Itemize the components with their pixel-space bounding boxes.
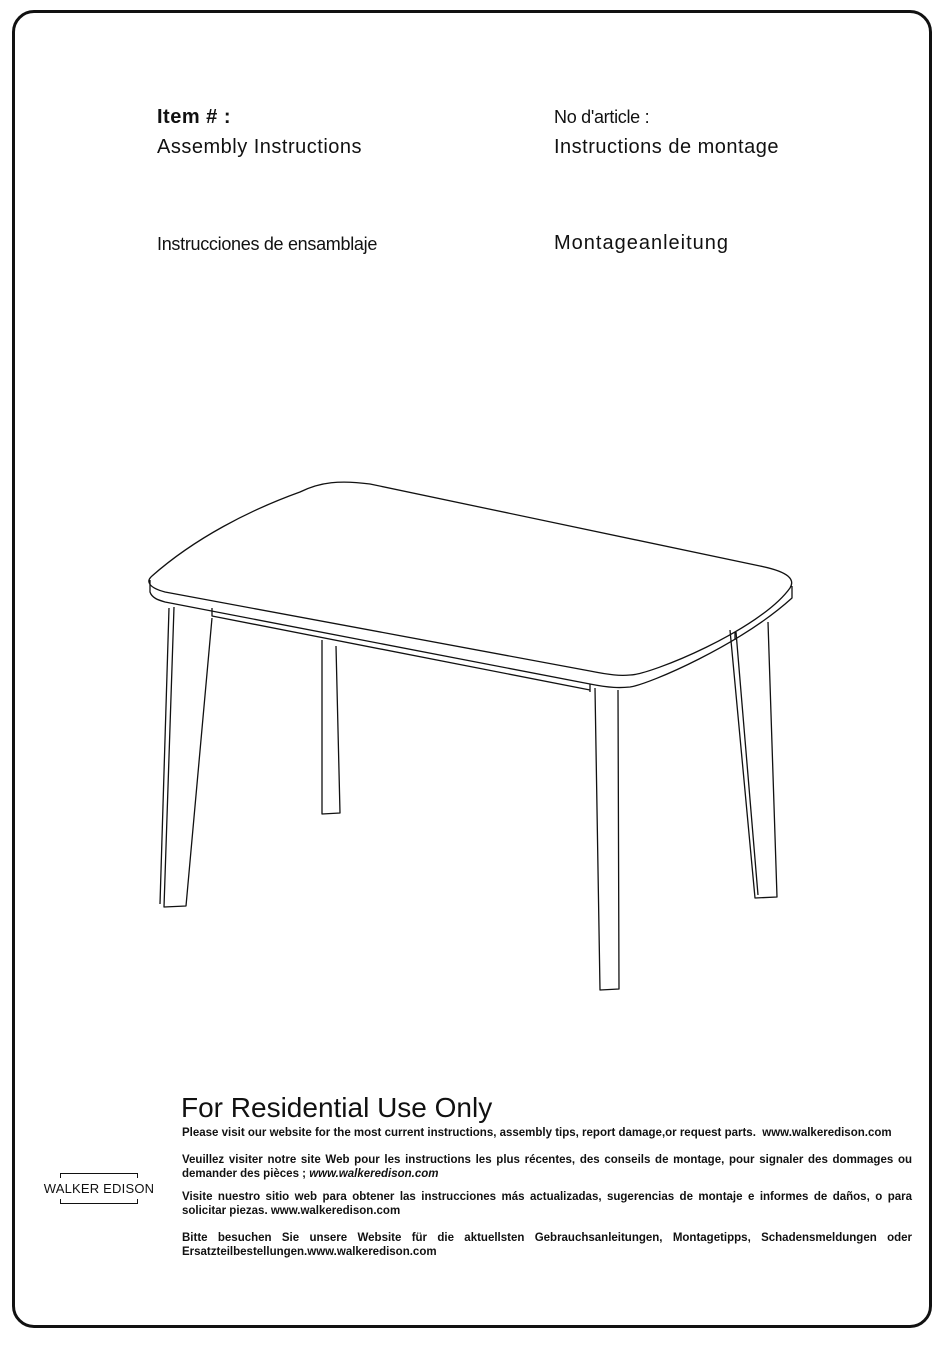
english-website-link[interactable]: www.walkeredison.com — [762, 1127, 892, 1139]
french-notice — [182, 1154, 912, 1181]
german-website-link[interactable]: www.walkeredison.com — [307, 1245, 437, 1258]
residential-use-heading: For Residential Use Only — [181, 1092, 493, 1123]
spanish-website-link[interactable]: www.walkeredison.com — [270, 1204, 401, 1217]
instrucciones-ensamblaje-title: Instrucciones de ensamblaje — [157, 234, 378, 254]
montageanleitung-title: Montageanleitung — [554, 232, 730, 254]
logo-text: WALKER EDISON — [43, 1181, 155, 1196]
german-notice — [182, 1232, 912, 1259]
french-website-link[interactable]: www.walkeredison.com — [309, 1167, 439, 1180]
assembly-instructions-title: Assembly Instructions — [157, 136, 363, 158]
spanish-notice — [182, 1191, 912, 1218]
spanish-text: Visite nuestro sitio web para obtener las instrucciones más actualizadas, sugerencias de montaje e informes de daños, o para solicitar piezas. — [182, 1191, 912, 1217]
english-text: Please visit our website for the most current instructions, assembly tips, report damage,or request parts. — [182, 1127, 756, 1139]
english-notice — [182, 1127, 912, 1141]
german-text: Bitte besuchen Sie unsere Website für die aktuellsten Gebrauchsanleitungen, Montagetipps, Schadensmeldungen oder Ersatzteilbestellungen. — [182, 1232, 912, 1258]
item-number-label: Item # : — [157, 106, 232, 128]
no-article-label: No d'article : — [554, 107, 650, 127]
instructions-montage-title: Instructions de montage — [554, 136, 779, 158]
walker-edison-logo — [40, 1173, 158, 1205]
french-text: Veuillez visiter notre site Web pour les instructions les plus récentes, des conseils de montage, pour signaler des dommages ou demander des pièces ; — [182, 1154, 912, 1180]
table-illustration — [140, 470, 800, 1000]
